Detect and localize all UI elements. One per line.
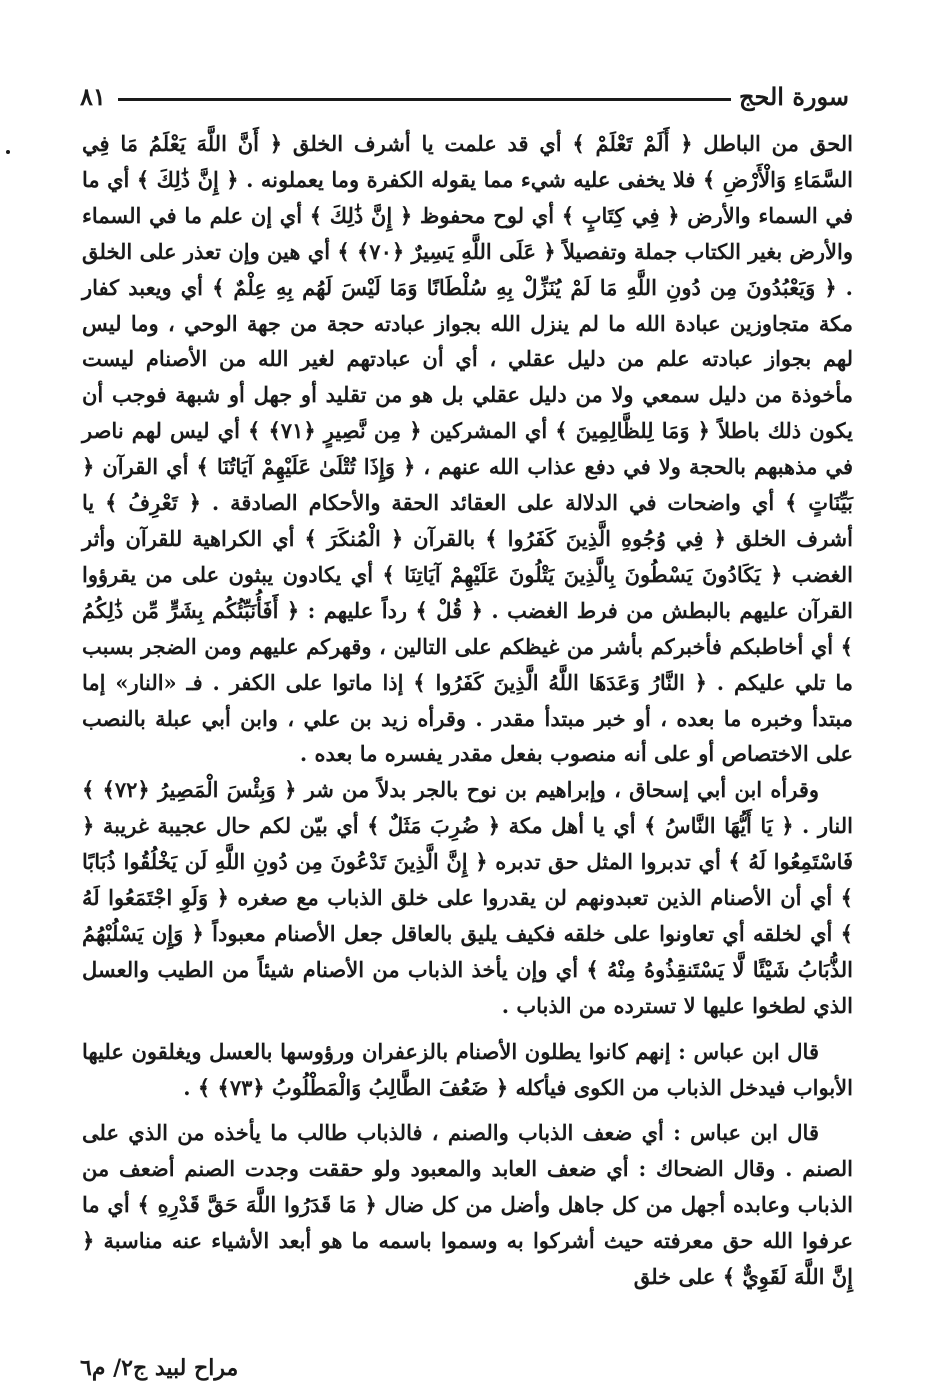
commentary-text: [82, 126, 853, 1295]
paragraph: [82, 1115, 853, 1295]
paragraph: الحق من الباطل ﴿ أَلَمْ تَعْلَمْ ﴾ أي قد علمت يا أشرف الخلق ﴿ أَنَّ اللَّهَ يَعْلَمُ مَا فِي السَّمَاءِ وَالْأَرْضِ ﴾ فلا يخفى عليه شيء مما يقوله الكفرة وما يعملونه . ﴿ إِنَّ ذَٰلِكَ ﴾ أي ما في السماء والأرض ﴿ فِي كِتَابٍ ﴾ أي لوح محفوظ ﴿ إِنَّ ذَٰلِكَ ﴾ أي إن علم ما في السماء والأرض بغير الكتاب جملة وتفصيلاً ﴿ عَلَى اللَّهِ يَسِيرٌ ﴿٧٠﴾ ﴾ أي هين وإن تعذر على الخلق . ﴿ وَيَعْبُدُونَ مِن دُونِ اللَّهِ مَا لَمْ يُنَزِّلْ بِهِ سُلْطَانًا وَمَا لَيْسَ لَهُم بِهِ عِلْمٌ ﴾ أي ويعبد كفار مكة متجاوزين عبادة الله ما لم ينزل الله بجواز عبادته حجة من جهة الوحي ، وما ليس لهم بجواز عبادته علم من دليل عقلي ، أي أن عبادتهم لغير الله من الأصنام ليست مأخوذة من دليل سمعي ولا من دليل عقلي بل هو من تقليد أو جهل أو شبهة فوجب أن يكون ذلك باطلاً ﴿ وَمَا لِلظَّالِمِينَ ﴾ أي المشركين ﴿ مِن نَّصِيرٍ ﴿٧١﴾ ﴾ أي ليس لهم ناصر في مذهبهم بالحجة ولا في دفع عذاب الله عنهم ، ﴿ وَإِذَا تُتْلَىٰ عَلَيْهِمْ آيَاتُنَا ﴾ أي القرآن ﴿ بَيِّنَاتٍ ﴾ أي واضحات في الدلالة على العقائد الحقة والأحكام الصادقة . ﴿ تَعْرِفُ ﴾ يا أشرف الخلق ﴿ فِي وُجُوهِ الَّذِينَ كَفَرُوا ﴾ بالقرآن ﴿ الْمُنكَرَ ﴾ أي الكراهية للقرآن وأثر الغضب ﴿ يَكَادُونَ يَسْطُونَ بِالَّذِينَ يَتْلُونَ عَلَيْهِمْ آيَاتِنَا ﴾ أي يكادون يبثون على من يقرؤوا القرآن عليهم بالبطش من فرط الغضب . ﴿ قُلْ ﴾ رداً عليهم : ﴿ أَفَأُنَبِّئُكُم بِشَرٍّ مِّن ذَٰلِكُمُ ﴾ أي أخاطبكم فأخبركم بأشر من غيظكم على التالين ، وقهركم عليهم ومن الضجر بسبب ما تلي عليكم . ﴿ النَّارُ وَعَدَهَا اللَّهُ الَّذِينَ كَفَرُوا ﴾ إذا ماتوا على الكفر . فـ «النار» إما مبتدأ وخبره ما بعده ، أو خبر مبتدأ مقدر . وقرأه زيد بن علي ، وابن أبي عبلة بالنصب على الاختصاص أو على أنه منصوب بفعل مقدر يفسره ما بعده .: [82, 131, 854, 767]
paragraph: [82, 772, 853, 1023]
surah-title: سورة الحج: [739, 82, 849, 111]
paragraph-text: وقرأه ابن أبي إسحاق ، وإبراهيم بن نوح بالجر بدلاً من شر ﴿ وَبِئْسَ الْمَصِيرُ ﴿٧٢﴾ ﴾ النار . ﴿ يَا أَيُّهَا النَّاسُ ﴾ أي يا أهل مكة ﴿ ضُرِبَ مَثَلٌ ﴾ أي بيّن لكم حال عجيبة غريبة ﴿ فَاسْتَمِعُوا لَهُ ﴾ أي تدبروا المثل حق تدبره ﴿ إِنَّ الَّذِينَ تَدْعُونَ مِن دُونِ اللَّهِ لَن يَخْلُقُوا ذُبَابًا ﴾ أي أن الأصنام الذين تعبدونهم لن يقدروا على خلق الذباب مع صغره ﴿ وَلَوِ اجْتَمَعُوا لَهُ ﴾ أي لخلقه أي تعاونوا على خلقه فكيف يليق بالعاقل جعل الأصنام معبوداً ﴿ وَإِن يَسْلُبْهُمُ الذُّبَابُ شَيْئًا لَّا يَسْتَنقِذُوهُ مِنْهُ ﴾ أي وإن يأخذ الذباب من الأصنام شيئاً من الطيب والعسل الذي لطخوا عليها لا تسترده من الذباب .: [82, 777, 853, 1018]
paragraph: [82, 1034, 853, 1106]
page-number: ٨١: [80, 82, 106, 111]
paragraph-text: قال ابن عباس : أي ضعف الذباب والصنم ، فالذباب طالب ما يأخذه من الذي على الصنم . وقال الضحاك : أي ضعف العابد والمعبود ولو حققت وجدت الصنم أضعف من الذباب وعابده أجهل من كل جاهل وأضل من كل ضال ﴿ مَا قَدَرُوا اللَّهَ حَقَّ قَدْرِهِ ﴾ أي ما عرفوا الله حق معرفته حيث أشركوا به وسموا باسمه ما هو أبعد الأشياء عنه مناسبة ﴿ إِنَّ اللَّهَ لَقَوِيٌّ ﴾ على خلق: [82, 1120, 853, 1290]
header-rule: [118, 98, 731, 101]
page-header: [80, 82, 849, 116]
page-footer: مراح لبيد ج٢/ م٦: [80, 1355, 239, 1381]
paragraph-text: قال ابن عباس : إنهم كانوا يطلون الأصنام بالزعفران ورؤوسها بالعسل ويغلقون عليها الأبواب فيدخل الذباب من الكوى فيأكله ﴿ ضَعُفَ الطَّالِبُ وَالْمَطْلُوبُ ﴿٧٣﴾ ﴾ .: [82, 1038, 853, 1100]
margin-speck: [6, 150, 10, 154]
